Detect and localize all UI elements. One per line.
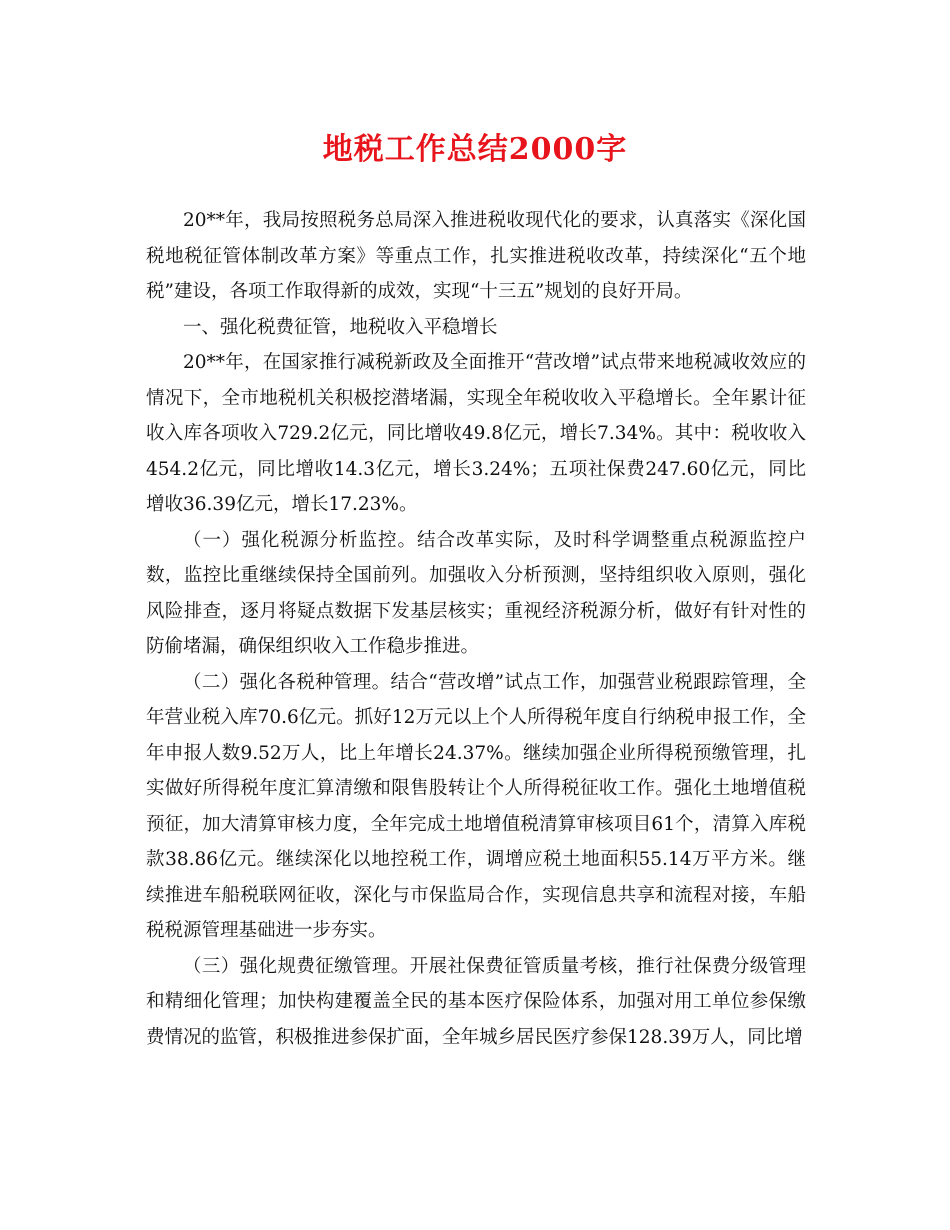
subsection-paragraph-2: （二）强化各税种管理。结合“营改增”试点工作，加强营业税跟踪管理，全年营业税入库70.6亿元。抓好12万元以上个人所得税年度自行纳税申报工作，全年申报人数9.52万人，比上年增长24.37%。继续加强企业所得税预缴管理，扎实做好所得税年度汇算清缴和限售股转让个人所得税征收工作。强化土地增值税预征，加大清算审核力度，全年完成土地增值税清算审核项目61个，清算入库税款38.86亿元。继续深化以地控税工作，调增应税土地面积55.14万平方米。继续推进车船税联网征收，深化与市保监局合作，实现信息共享和流程对接，车船税税源管理基础进一步夯实。 [146,671,806,941]
revenue-paragraph: 20**年，在国家推行减税新政及全面推开“营改增”试点带来地税减收效应的情况下，全市地税机关积极挖潜堵漏，实现全年税收收入平稳增长。全年累计征收入库各项收入729.2亿元，同比增收49.8亿元，增长7.34%。其中：税收收入454.2亿元，同比增收14.3亿元，增长3.24%；五项社保费247.60亿元，同比增收36.39亿元，增长17.23%。 [146,352,806,515]
subsection-paragraph-3: （三）强化规费征缴管理。开展社保费征管质量考核，推行社保费分级管理和精细化管理；加快构建覆盖全民的基本医疗保险体系，加强对用工单位参保缴费情况的监管，积极推进参保扩面，全年城乡居民医疗参保128.39万人，同比增 [146,955,806,1048]
intro-paragraph: 20**年，我局按照税务总局深入推进税收现代化的要求，认真落实《深化国税地税征管体制改革方案》等重点工作，扎实推进税收改革，持续深化“五个地税”建设，各项工作取得新的成效，实现“十三五”规划的良好开局。 [146,210,806,302]
document-body [146,203,806,1055]
document-title: 地税工作总结2000字 [322,132,628,167]
section-heading-1: 一、强化税费征管，地税收入平稳增长 [183,316,498,338]
subsection-paragraph-1: （一）强化税源分析监控。结合改革实际，及时科学调整重点税源监控户数，监控比重继续保持全国前列。加强收入分析预测，坚持组织收入原则，强化风险排查，逐月将疑点数据下发基层核实；重视经济税源分析，做好有针对性的防偷堵漏，确保组织收入工作稳步推进。 [146,529,806,657]
